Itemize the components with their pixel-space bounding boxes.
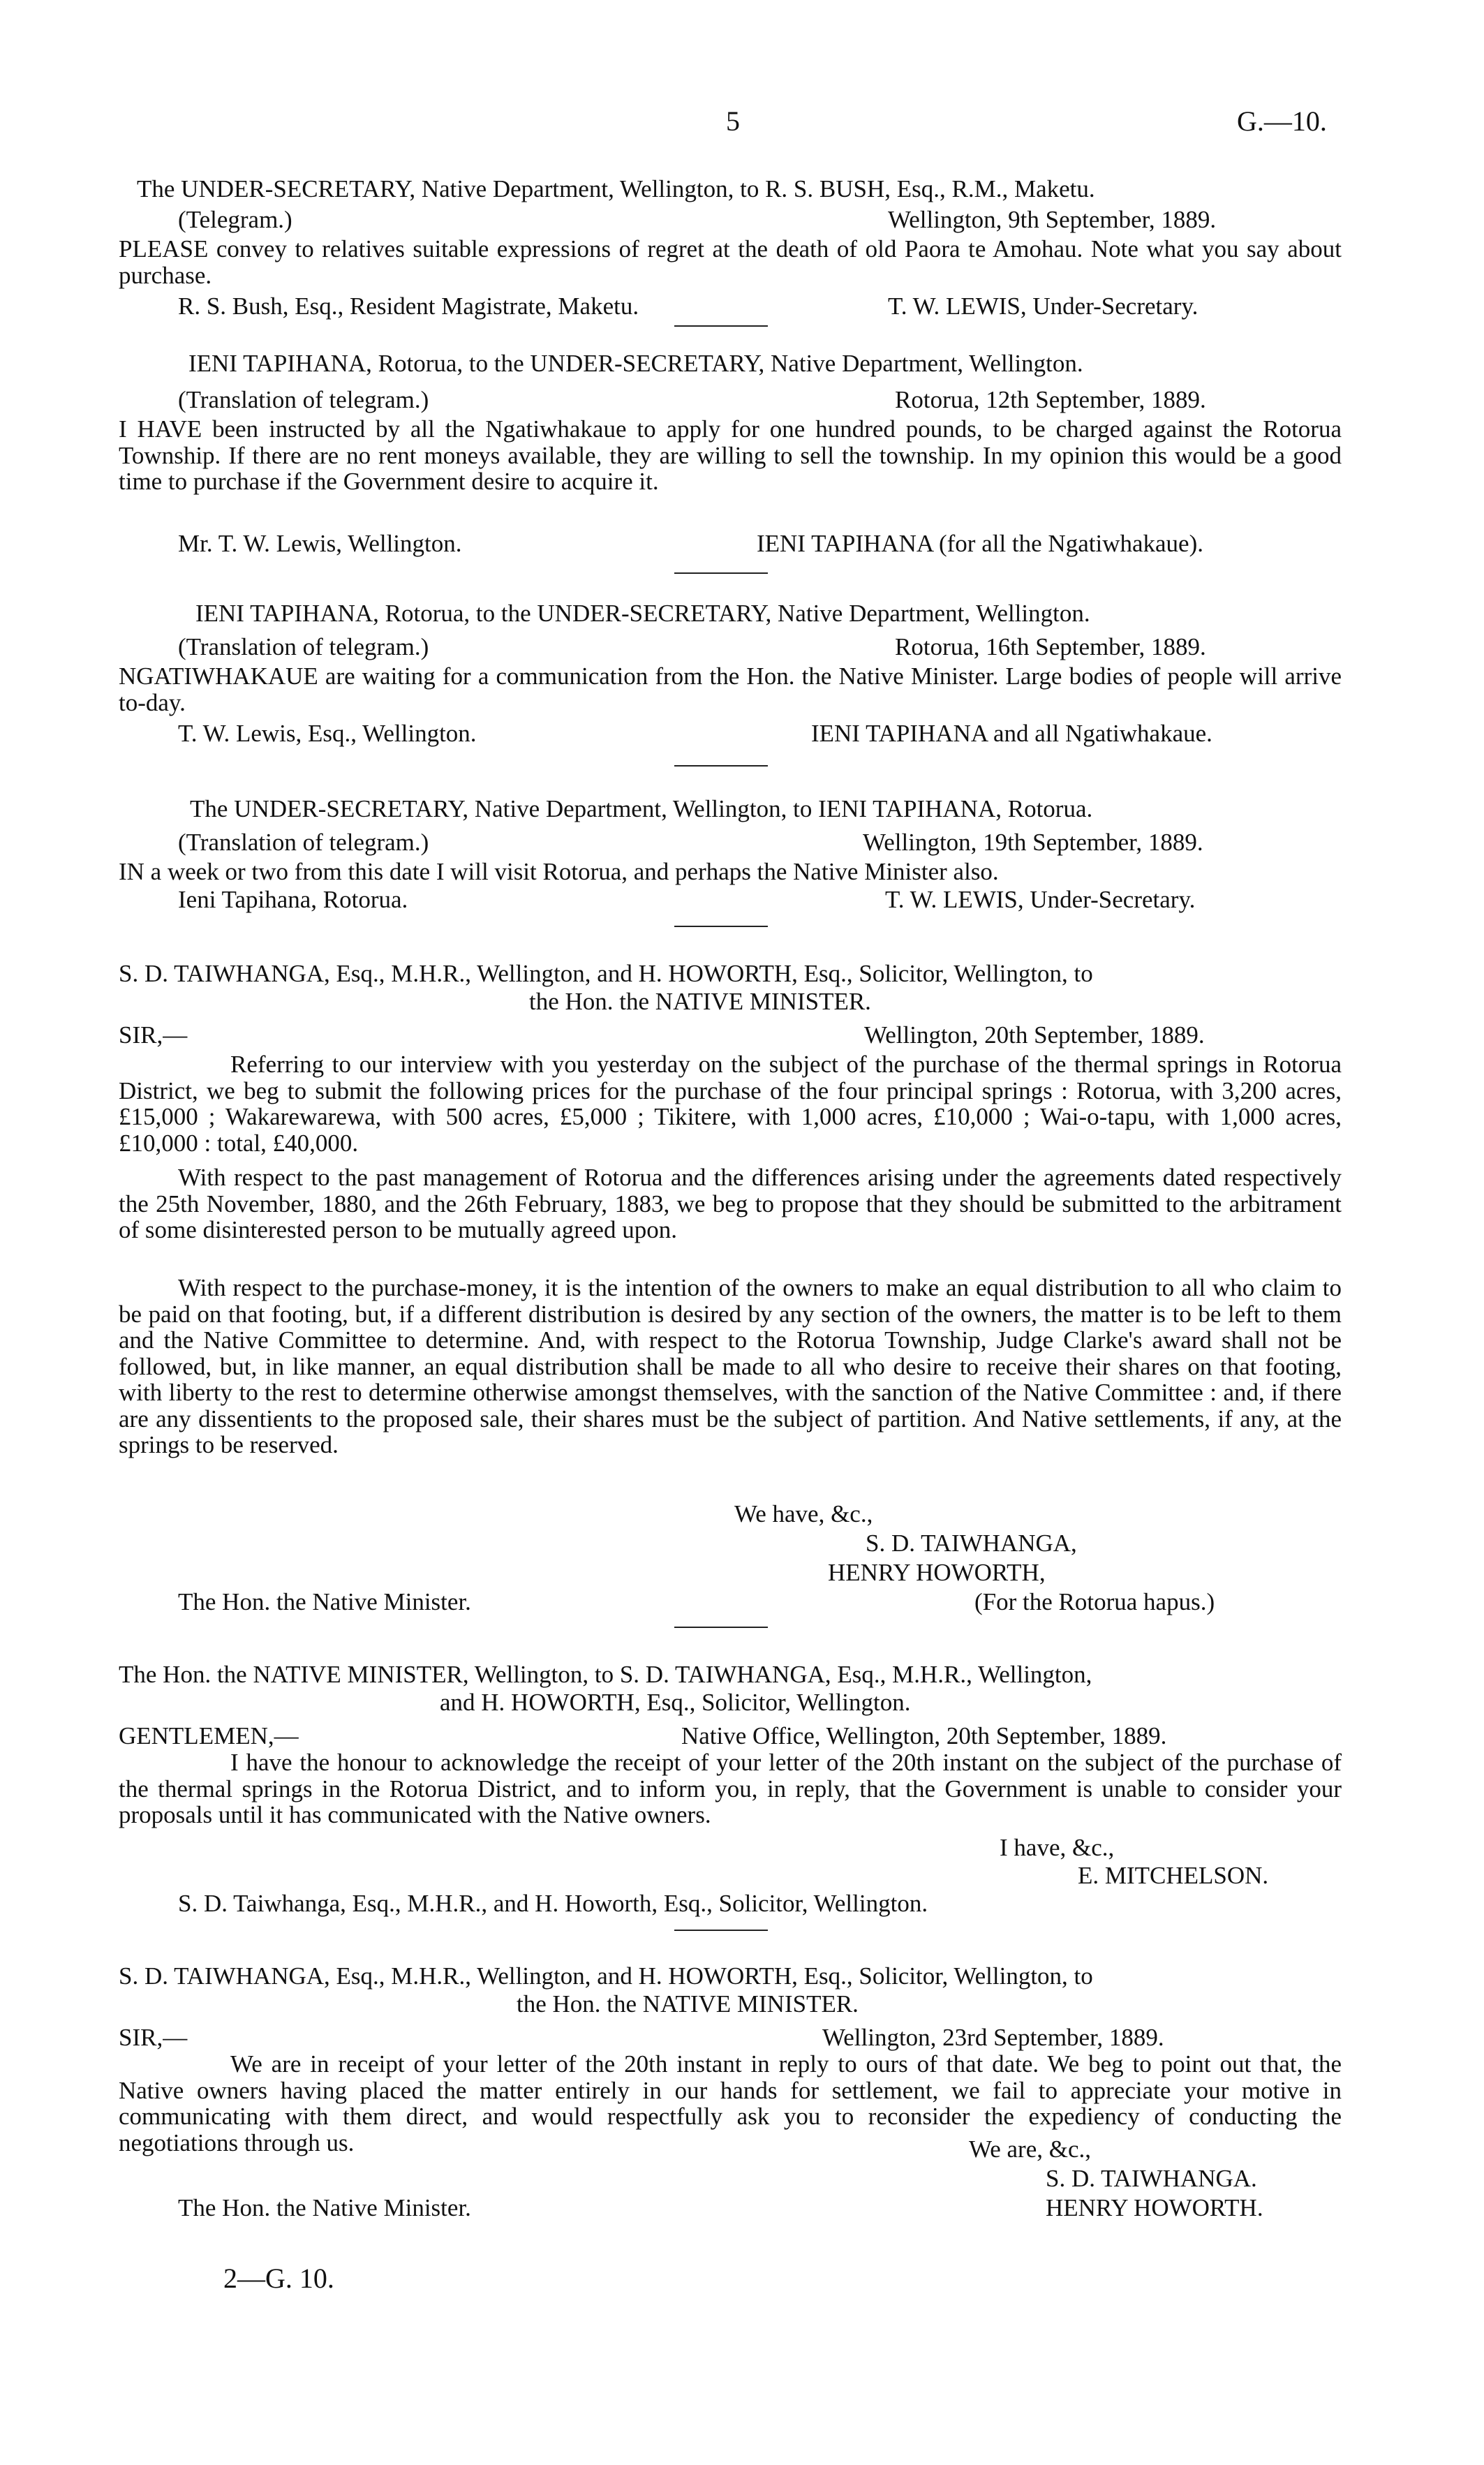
letter-paragraph: With respect to the past management of Rotorua and the differences arising under the agreements dated respectively the 25th November, 1880, and the 26th February, 1883, we beg to propose that they should be submitted to the arbitrament of some disinterested person to be mutually agreed upon. <box>119 1164 1342 1243</box>
telegram-label: (Translation of telegram.) <box>178 386 429 413</box>
addressee: Mr. T. W. Lewis, Wellington. <box>178 530 462 557</box>
signoff: IENI TAPIHANA (for all the Ngatiwhakaue). <box>757 530 1203 557</box>
letter-heading: The UNDER-SECRETARY, Native Department, Wellington, to IENI TAPIHANA, Rotorua. <box>190 795 1093 822</box>
salutation: SIR,— <box>119 2024 188 2051</box>
salutation: GENTLEMEN,— <box>119 1722 299 1749</box>
telegram-label: (Telegram.) <box>178 206 292 233</box>
section-divider <box>674 1930 768 1931</box>
signatory: S. D. TAIWHANGA, <box>866 1530 1077 1557</box>
addressee: The Hon. the Native Minister. <box>178 1588 471 1615</box>
letter-body: IN a week or two from this date I will visit Rotorua, and perhaps the Native Minister also. <box>119 858 999 885</box>
closing: We have, &c., <box>734 1500 873 1527</box>
signoff: T. W. LEWIS, Under-Secretary. <box>885 886 1196 913</box>
signoff: IENI TAPIHANA and all Ngatiwhakaue. <box>811 720 1212 747</box>
section-divider <box>674 765 768 767</box>
letter-paragraph: We are in receipt of your letter of the 20th instant in reply to ours of that date. We beg to point out that, the Native owners having placed the matter entirely in our hands for settlement, we fail to appreciate your motive in communicating with them direct, and would respectfully ask you to reconsider the expediency of conducting the negotiations through us. <box>119 2050 1342 2156</box>
signatory: E. MITCHELSON. <box>1078 1862 1269 1889</box>
addressee: Ieni Tapihana, Rotorua. <box>178 886 408 913</box>
letter-paragraph: Referring to our interview with you yesterday on the subject of the purchase of the thermal springs in Rotorua District, we beg to submit the following prices for the purchase of the four principal springs : Rotorua, with 3,200 acres, £15,000 ; Wakarewarewa, with 500 acres, £5,000 ; Tikitere, with 1,000 acres, £10,000 ; Wai-o-tapu, with 1,000 acres, £10,000 : total, £40,000. <box>119 1051 1342 1157</box>
section-divider <box>674 926 768 927</box>
letter-heading-line-2: the Hon. the NATIVE MINISTER. <box>529 988 871 1015</box>
signatory: HENRY HOWORTH, <box>828 1559 1046 1586</box>
letter-heading-line-1: S. D. TAIWHANGA, Esq., M.H.R., Wellington, and H. HOWORTH, Esq., Solicitor, Wellington, to <box>119 1962 1093 1990</box>
signatory-note: (For the Rotorua hapus.) <box>974 1588 1215 1615</box>
letter-heading-line-2: the Hon. the NATIVE MINISTER. <box>517 1990 859 2018</box>
signatory: HENRY HOWORTH. <box>1046 2194 1263 2221</box>
telegram-label: (Translation of telegram.) <box>178 829 429 856</box>
dateline: Wellington, 19th September, 1889. <box>863 829 1203 856</box>
addressee: R. S. Bush, Esq., Resident Magistrate, Maketu. <box>178 293 639 320</box>
letter-body: I HAVE been instructed by all the Ngatiwhakaue to apply for one hundred pounds, to be charged against the Rotorua Township. If there are no rent moneys available, they are willing to sell the township. In my opinion this would be a good time to purchase if the Government desire to acquire it. <box>119 415 1342 495</box>
dateline: Wellington, 20th September, 1889. <box>864 1021 1205 1049</box>
addressee: T. W. Lewis, Esq., Wellington. <box>178 720 477 747</box>
letter-body: NGATIWHAKAUE are waiting for a communication from the Hon. the Native Minister. Large bodies of people will arrive to-day. <box>119 662 1342 716</box>
document-reference: G.—10. <box>1237 105 1327 137</box>
letter-heading-line-2: and H. HOWORTH, Esq., Solicitor, Wellington. <box>440 1689 911 1716</box>
letter-heading: IENI TAPIHANA, Rotorua, to the UNDER-SECRETARY, Native Department, Wellington. <box>188 350 1083 377</box>
letter-heading-line-1: The Hon. the NATIVE MINISTER, Wellington, to S. D. TAIWHANGA, Esq., M.H.R., Wellington, <box>119 1661 1092 1688</box>
letter-heading: The UNDER-SECRETARY, Native Department, Wellington, to R. S. BUSH, Esq., R.M., Maketu. <box>137 175 1095 202</box>
letter-heading: IENI TAPIHANA, Rotorua, to the UNDER-SECRETARY, Native Department, Wellington. <box>195 600 1090 627</box>
signoff: T. W. LEWIS, Under-Secretary. <box>888 293 1199 320</box>
addressee: The Hon. the Native Minister. <box>178 2194 471 2221</box>
letter-paragraph: I have the honour to acknowledge the receipt of your letter of the 20th instant on the subject of the purchase of the thermal springs in the Rotorua District, and to inform you, in reply, that the Government is unable to consider your proposals until it has communicated with the Native owners. <box>119 1749 1342 1828</box>
dateline: Native Office, Wellington, 20th September, 1889. <box>681 1722 1167 1749</box>
section-divider <box>674 572 768 574</box>
printer-signature-mark: 2—G. 10. <box>223 2263 334 2294</box>
closing: I have, &c., <box>1000 1834 1115 1861</box>
dateline: Wellington, 9th September, 1889. <box>888 206 1217 233</box>
dateline: Wellington, 23rd September, 1889. <box>822 2024 1164 2051</box>
addressee: S. D. Taiwhanga, Esq., M.H.R., and H. Howorth, Esq., Solicitor, Wellington. <box>178 1890 928 1917</box>
dateline: Rotorua, 12th September, 1889. <box>895 386 1206 413</box>
closing: We are, &c., <box>969 2135 1091 2163</box>
letter-heading-line-1: S. D. TAIWHANGA, Esq., M.H.R., Wellington, and H. HOWORTH, Esq., Solicitor, Wellington, to <box>119 960 1093 987</box>
dateline: Rotorua, 16th September, 1889. <box>895 633 1206 660</box>
section-divider <box>674 1627 768 1628</box>
signatory: S. D. TAIWHANGA. <box>1046 2165 1257 2192</box>
section-divider <box>674 325 768 327</box>
page-number: 5 <box>726 105 740 137</box>
salutation: SIR,— <box>119 1021 188 1049</box>
letter-body: PLEASE convey to relatives suitable expressions of regret at the death of old Paora te Amohau. Note what you say about purchase. <box>119 235 1342 289</box>
letter-paragraph: With respect to the purchase-money, it is the intention of the owners to make an equal distribution to all who claim to be paid on that footing, but, if a different distribution is desired by any section of the owners, the matter is to be left to them and the Native Committee to determine. And, with respect to the Rotorua Township, Judge Clarke's award shall not be followed, but, in like manner, an equal distribution shall be made to all who desire to receive their shares on that footing, with liberty to the rest to determine otherwise amongst themselves, with the sanction of the Native Committee : and, if there are any dissentients to the proposed sale, their shares must be the subject of partition. And Native settlements, if any, at the springs to be reserved. <box>119 1274 1342 1458</box>
telegram-label: (Translation of telegram.) <box>178 633 429 660</box>
